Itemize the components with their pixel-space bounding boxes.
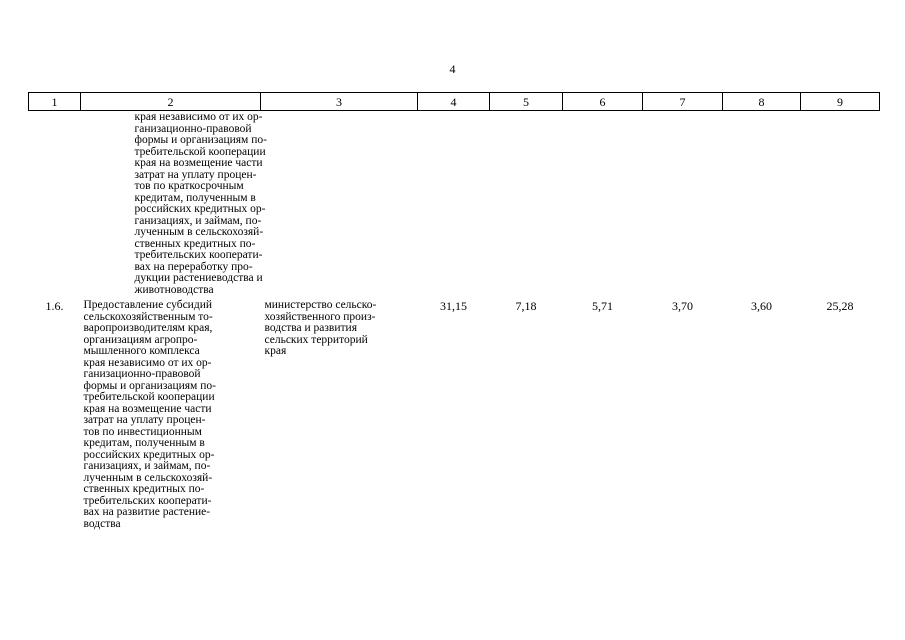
column-header-1: 1 — [29, 93, 81, 111]
row-executor: министерство сельско- хозяйственного произ- водства и развития сельских территорий края — [264, 299, 377, 357]
value-year-1: 7,18 — [515, 299, 537, 313]
column-header-2: 2 — [81, 93, 261, 111]
continued-row-description: края независимо от их ор- ганизационно-правовой формы и организациям по- требительской кооперации края на возмещение части затрат на уплату процен- тов по краткосрочным кредитам, полученным в российских кредитных ор- ганизациях, и займам, по- лученным в сельскохозяй- ственных кредитных по- требительских кооперати- вах на переработку про- дукции растениеводства и животноводства — [134, 111, 267, 296]
value-year-2: 5,71 — [592, 299, 613, 313]
value-year-5: 25,28 — [826, 299, 854, 313]
column-header-7: 7 — [643, 93, 723, 111]
column-header-5: 5 — [490, 93, 563, 111]
column-header-4: 4 — [418, 93, 490, 111]
table-row-1-6 — [29, 296, 880, 530]
value-year-4: 3,60 — [751, 299, 772, 313]
page-number: 4 — [449, 62, 456, 76]
value-year-3: 3,70 — [672, 299, 693, 313]
column-header-6: 6 — [563, 93, 643, 111]
column-header-9: 9 — [801, 93, 880, 111]
table-header-row — [29, 93, 880, 111]
column-header-3: 3 — [261, 93, 418, 111]
column-header-8: 8 — [723, 93, 801, 111]
program-table — [28, 92, 880, 530]
table-row-continued — [29, 111, 880, 297]
value-total: 31,15 — [440, 299, 467, 313]
row-number: 1.6. — [45, 299, 64, 313]
row-description: Предоставление субсидий сельскохозяйственным то- варопроизводителям края, организациям агропро- мышленного комплекса края независимо от их ор- ганизационно-правовой формы и организациям по- требительской кооперации края на возмещение части затрат на уплату процен- тов по инвестиционным кредитам, полученным в российских кредитных ор- ганизациях, и займам, по- лученным в сельскохозяй- ственных кредитных по- требительских кооперати- вах на развитие растение- водства — [83, 299, 216, 530]
